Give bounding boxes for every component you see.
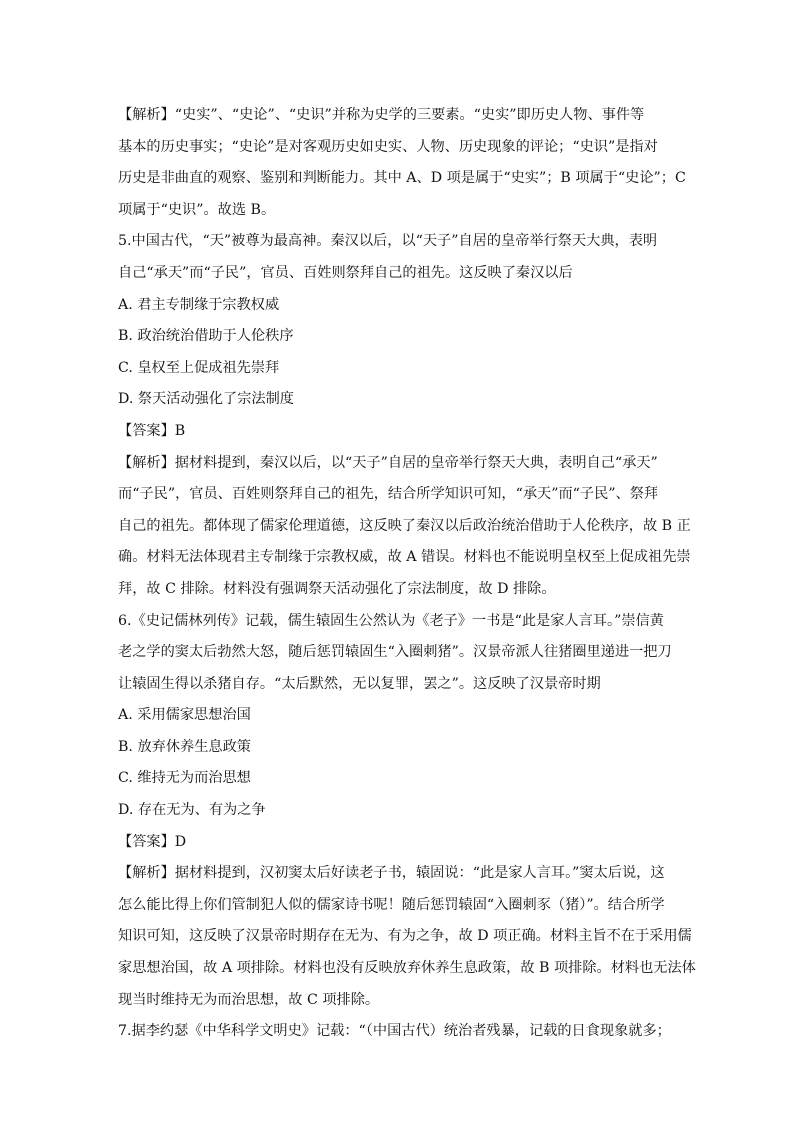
answer-block [118,416,676,448]
option-block [118,290,676,322]
question-line: 让辕固生得以杀猪自存。“太后默然，无以复罪，罢之”。这反映了汉景帝时期 [118,675,601,692]
option-line: C. 皇权至上促成祖先崇拜 [118,359,280,376]
question-line: 7.据李约瑟《中华科学文明史》记载：“（中国古代）统治者残暴，记载的日食现象就多； [118,1023,671,1040]
analysis-line: 怎么能比得上你们管制犯人似的儒家诗书呢！随后惩罚辕固“入圈刺豕（猪）”。结合所学 [118,896,665,913]
analysis-line: 现当时维持无为而治思想，故 C 项排除。 [118,991,380,1008]
analysis-line: 基本的历史事实；“史论”是对客观历史如史实、人物、历史现象的评论；“史识”是指对 [118,138,658,155]
analysis-line: 拜，故 C 排除。材料没有强调祭天活动强化了宗法制度，故 D 排除。 [118,580,556,597]
question-line: 老之学的窦太后勃然大怒，随后惩罚辕固生“入圈刺猪”。汉景帝派人往猪圈里递进一把刀 [118,644,672,661]
analysis-line: 项属于“史识”。故选 B。 [118,201,276,218]
option-block [118,700,676,732]
analysis-line: 而“子民”，官员、百姓则祭拜自己的祖先，结合所学知识可知，“承天”而“子民”、祭拜 [118,486,659,503]
answer-block [118,827,676,859]
option-block [118,732,676,764]
analysis-line: 家思想治国，故 A 项排除。材料也没有反映放弃休养生息政策，故 B 项排除。材料也无法体 [118,960,696,977]
question-block [118,226,676,289]
analysis-line: 自己的祖先。都体现了儒家伦理道德，这反映了秦汉以后政治统治借助于人伦秩序，故 B 正 [118,517,691,534]
option-line: C. 维持无为而治思想 [118,770,251,787]
analysis-line: 知识可知，这反映了汉景帝时期存在无为、有为之争，故 D 项正确。材料主旨不在于采用儒 [118,928,692,945]
analysis-line: 确。材料无法体现君主专制缘于宗教权威，故 A 错误。材料也不能说明皇权至上促成祖先崇 [118,549,691,566]
option-block [118,384,676,416]
analysis-line: 【解析】据材料提到，汉初窦太后好读老子书，辕固说：“此是家人言耳。”窦太后说，这 [118,865,665,882]
option-line: B. 放弃休养生息政策 [118,738,251,755]
question-block [118,606,676,701]
question-block [118,1016,676,1048]
analysis-block [118,448,691,606]
option-block [118,321,676,353]
answer-line: 【答案】B [118,422,186,439]
question-line: 自己“承天”而“子民”，官员、百姓则祭拜自己的祖先。这反映了秦汉以后 [118,264,573,281]
option-line: A. 君主专制缘于宗教权威 [118,296,280,313]
question-line: 5.中国古代，“天”被尊为最高神。秦汉以后，以“天子”自居的皇帝举行祭天大典，表明 [118,233,658,250]
analysis-line: 【解析】“史实”、“史论”、“史识”并称为史学的三要素。“史实”即历史人物、事件等 [118,107,645,123]
answer-line: 【答案】D [118,833,187,850]
analysis-line: 历史是非曲直的观察、鉴别和判断能力。其中 A、D 项是属于“史实”；B 项属于“史论”；C [118,170,686,187]
analysis-line: 【解析】据材料提到，秦汉以后，以“天子”自居的皇帝举行祭天大典，表明自己“承天” [118,454,658,471]
option-block [118,795,676,827]
option-block [118,763,676,795]
option-line: B. 政治统治借助于人伦秩序 [118,328,294,345]
option-line: A. 采用儒家思想治国 [118,707,251,724]
option-block [118,353,676,385]
option-line: D. 存在无为、有为之争 [118,802,266,819]
question-line: 6.《史记儒林列传》记载，儒生辕固生公然认为《老子》一书是“此是家人言耳。”崇信黄 [118,612,664,629]
document-body [118,100,696,1048]
analysis-block [118,858,696,1016]
analysis-block [118,100,686,226]
option-line: D. 祭天活动强化了宗法制度 [118,391,294,408]
